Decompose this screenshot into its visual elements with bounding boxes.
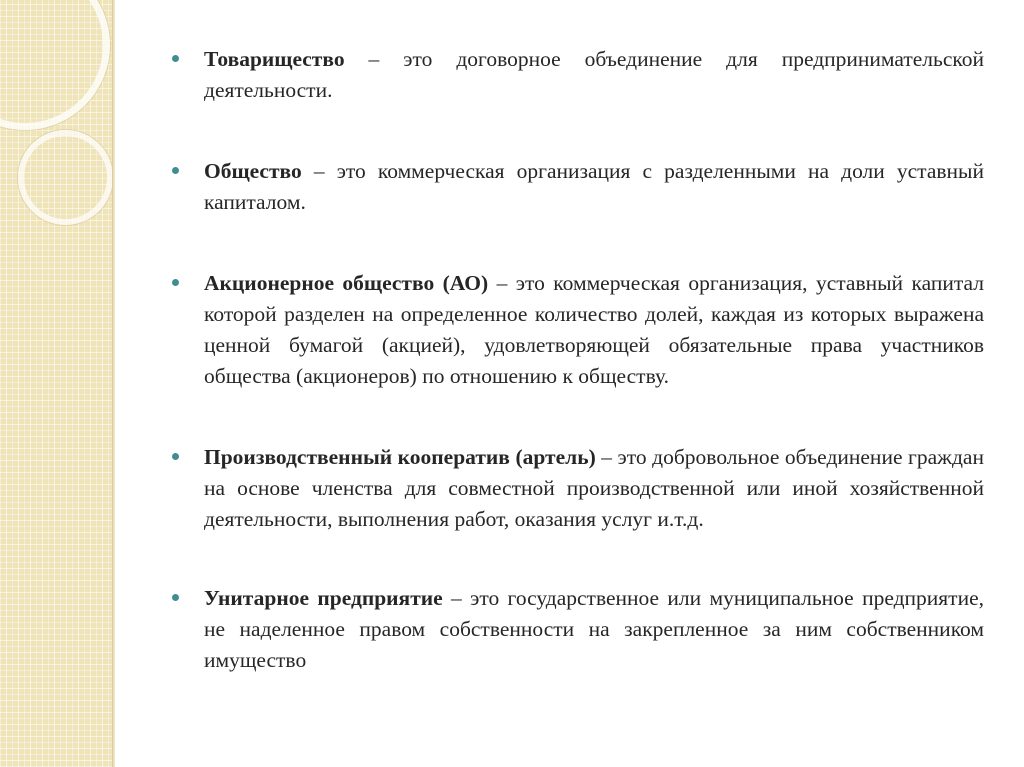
definition-term: Производственный кооператив (артель) — [204, 445, 596, 469]
definition-item-partnership — [170, 44, 984, 106]
definition-item-company — [170, 156, 984, 218]
decorative-ring-large — [0, 0, 110, 130]
definition-list — [170, 44, 984, 676]
definition-term: Унитарное предприятие — [204, 586, 443, 610]
bullet-icon — [172, 279, 179, 286]
definition-item-cooperative — [170, 442, 984, 535]
bullet-icon — [172, 167, 179, 174]
bullet-icon — [172, 453, 179, 460]
bullet-icon — [172, 594, 179, 601]
decorative-side-panel — [0, 0, 112, 767]
definition-text: – это коммерческая организация, уставный капитал которой разделен на определенное количество долей, каждая из которых выражена ценной бумагой (акцией), удовлетворяющей обязательные права участников общества (акционеров) по отношению к обществу. — [204, 271, 984, 388]
definition-text: – это договорное объединение для предпринимательской деятельности. — [204, 47, 984, 102]
definition-term: Акционерное общество (АО) — [204, 271, 489, 295]
definition-item-joint-stock-company — [170, 268, 984, 392]
definition-text: – это добровольное объединение граждан на основе членства для совместной производственной или иной хозяйственной деятельности, выполнения работ, оказания услуг и.т.д. — [204, 445, 984, 531]
definition-term: Товарищество — [204, 47, 345, 71]
side-panel-divider — [112, 0, 115, 767]
definition-text: – это государственное или муниципальное предприятие, не наделенное правом собственности на закрепленное за ним собственником имущество — [204, 586, 984, 672]
decorative-ring-small — [18, 130, 112, 225]
definition-text: – это коммерческая организация с разделенными на доли уставный капиталом. — [204, 159, 984, 214]
definition-item-unitary-enterprise — [170, 583, 984, 676]
bullet-icon — [172, 55, 179, 62]
definition-term: Общество — [204, 159, 302, 183]
